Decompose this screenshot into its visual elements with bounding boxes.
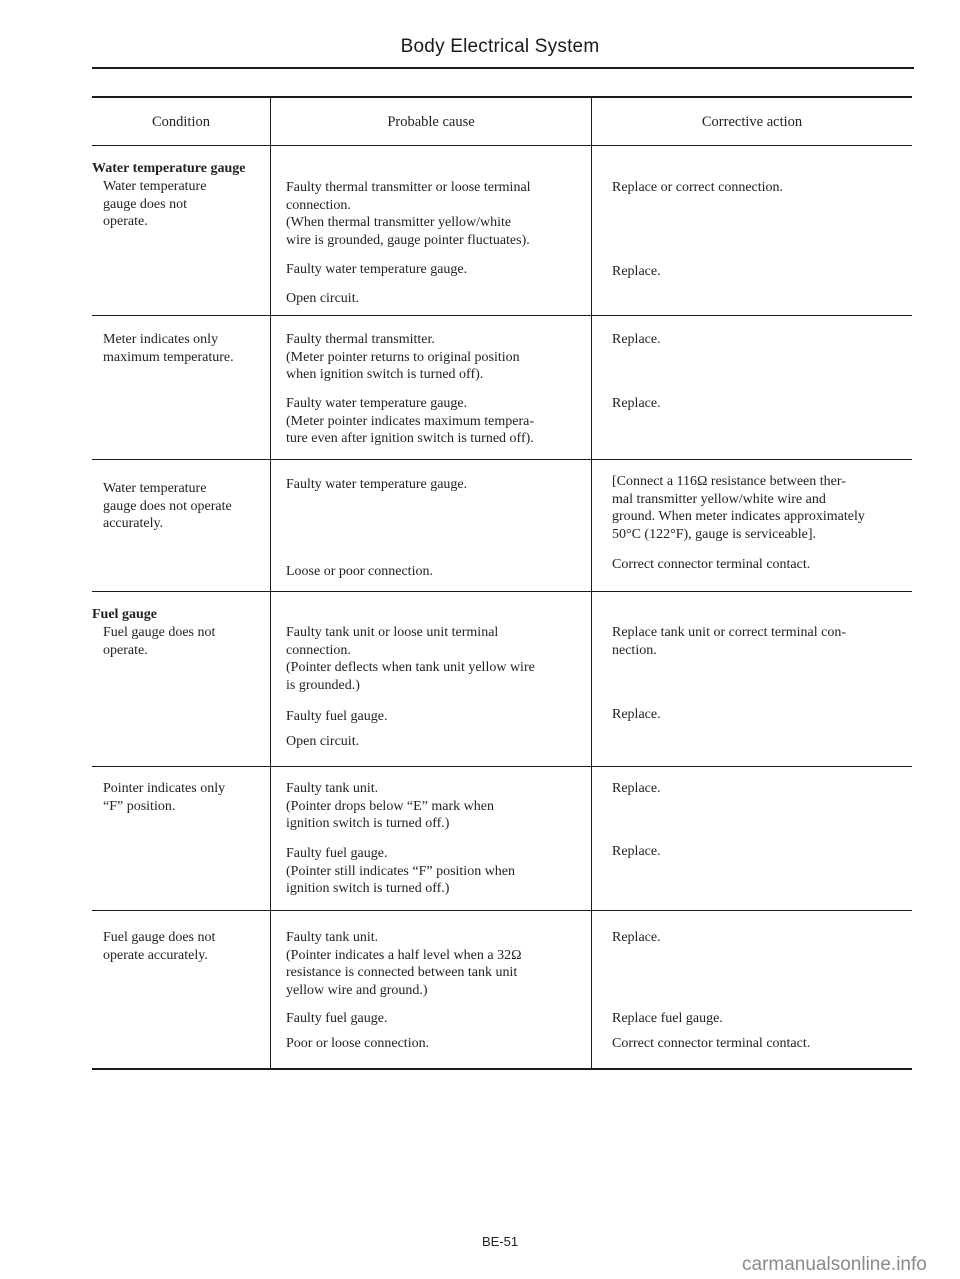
column-divider-left — [270, 96, 271, 1069]
probable-cause-text: Faulty tank unit or loose unit terminal connection. (Pointer deflects when tank unit yellow wire is grounded.) — [286, 625, 535, 693]
condition-heading: Fuel gauge — [92, 607, 157, 622]
header-corrective-action: Corrective action — [701, 114, 803, 130]
condition-text: Meter indicates only maximum temperature. — [103, 332, 234, 365]
corrective-action-text: Replace tank unit or correct terminal con- nection. — [612, 625, 847, 658]
row-divider — [92, 910, 912, 911]
probable-cause-text: Faulty fuel gauge. — [286, 1011, 388, 1026]
title-rule — [92, 67, 914, 69]
corrective-action-text: Replace. — [612, 930, 661, 945]
table-top-rule — [92, 96, 912, 98]
header-probable-cause: Probable cause — [387, 114, 475, 130]
corrective-action-text: Replace or correct connection. — [612, 180, 784, 195]
corrective-action-text: Correct connector terminal contact. — [612, 1036, 811, 1051]
corrective-action-text: Correct connector terminal contact. — [612, 557, 811, 572]
probable-cause-text: Faulty tank unit. (Pointer drops below “E” mark when ignition switch is turned off.) — [286, 781, 494, 831]
corrective-action-text: Replace. — [612, 781, 661, 796]
probable-cause-text: Faulty water temperature gauge. — [286, 262, 468, 277]
header-rule — [92, 145, 912, 146]
corrective-action-text: Replace. — [612, 844, 661, 859]
row-divider — [92, 766, 912, 767]
probable-cause-text: Faulty water temperature gauge. (Meter pointer indicates maximum tempera- ture even after ignition switch is turned off). — [286, 396, 535, 446]
condition-text: Water temperature gauge does not operate accurately. — [103, 481, 232, 531]
column-divider-right — [591, 96, 592, 1069]
probable-cause-text: Loose or poor connection. — [286, 564, 433, 579]
corrective-action-text: Replace fuel gauge. — [612, 1011, 723, 1026]
probable-cause-text: Faulty water temperature gauge. — [286, 477, 468, 492]
page-number: BE-51 — [482, 1234, 519, 1249]
row-divider — [92, 591, 912, 592]
watermark: carmanualsonline.info — [742, 1254, 927, 1275]
probable-cause-text: Faulty thermal transmitter or loose terminal connection. (When thermal transmitter yellow/white wire is grounded, gauge pointer fluctuates). — [286, 180, 531, 248]
probable-cause-text: Faulty thermal transmitter. (Meter pointer returns to original position when ignition switch is turned off). — [286, 332, 520, 382]
condition-text: Fuel gauge does not operate. — [103, 625, 216, 658]
corrective-action-text: Replace. — [612, 396, 661, 411]
table-bottom-rule — [92, 1068, 912, 1070]
corrective-action-text: [Connect a 116Ω resistance between ther- mal transmitter yellow/white wire and ground. When meter indicates approximately 50°C (122°F), gauge is serviceable]. — [612, 474, 865, 542]
probable-cause-text: Faulty tank unit. (Pointer indicates a half level when a 32Ω resistance is connected between tank unit yellow wire and ground.) — [286, 930, 522, 998]
corrective-action-text: Replace. — [612, 707, 661, 722]
probable-cause-text: Open circuit. — [286, 734, 360, 749]
probable-cause-text: Faulty fuel gauge. (Pointer still indicates “F” position when ignition switch is turned off.) — [286, 846, 516, 896]
probable-cause-text: Open circuit. — [286, 291, 360, 306]
condition-heading: Water temperature gauge — [92, 161, 246, 176]
condition-text: Pointer indicates only “F” position. — [103, 781, 226, 814]
corrective-action-text: Replace. — [612, 264, 661, 279]
row-divider — [92, 459, 912, 460]
probable-cause-text: Faulty fuel gauge. — [286, 709, 388, 724]
row-divider — [92, 315, 912, 316]
corrective-action-text: Replace. — [612, 332, 661, 347]
header-condition: Condition — [151, 114, 210, 130]
probable-cause-text: Poor or loose connection. — [286, 1036, 430, 1051]
condition-text: Water temperature gauge does not operate. — [103, 179, 207, 229]
page-title: Body Electrical System — [400, 36, 600, 57]
condition-text: Fuel gauge does not operate accurately. — [103, 930, 216, 963]
